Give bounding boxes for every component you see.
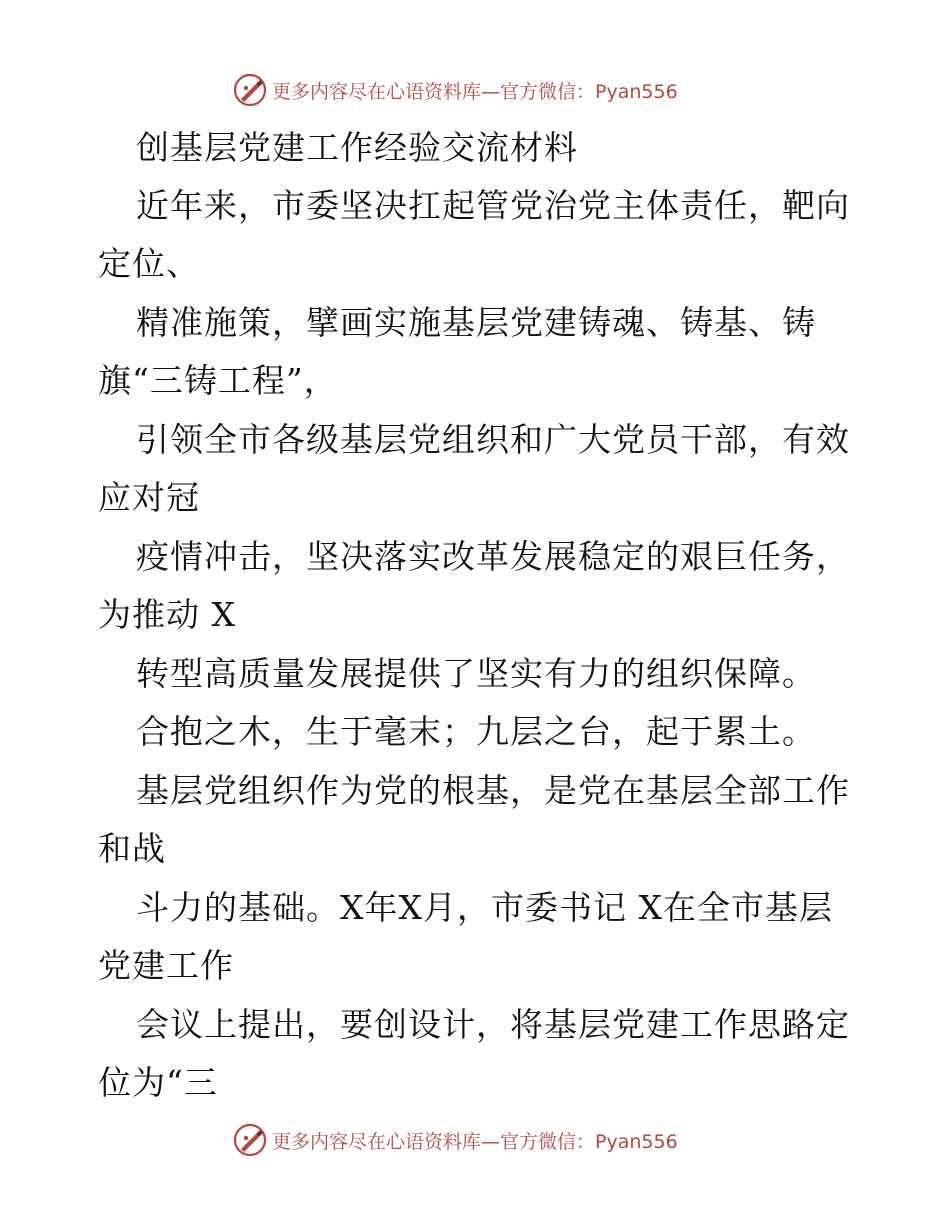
paragraph-line: 旗“三铸工程”， [98, 361, 338, 400]
paragraph-line: 为推动 X [98, 595, 236, 634]
pen-logo-icon [232, 72, 268, 108]
paragraph-line: 引领全市各级基层党组织和广大党员干部，有效 [136, 420, 850, 459]
paragraph-line: 定位、 [98, 244, 200, 283]
paragraph-line: 合抱之木，生于毫末；九层之台，起于累土。 [136, 712, 816, 751]
paragraph-line: 会议上提出，要创设计，将基层党建工作思路定 [136, 1005, 850, 1044]
footer-banner [232, 1120, 752, 1160]
pen-logo-icon [232, 1122, 268, 1158]
document-title: 创基层党建工作经验交流材料 [136, 128, 578, 167]
paragraph-line: 应对冠 [98, 478, 200, 517]
paragraph-line: 基层党组织作为党的根基，是党在基层全部工作 [136, 771, 850, 810]
header-banner-text: 更多内容尽在心语资料库—官方微信：Pyan556 [272, 80, 678, 103]
paragraph-line: 位为“三 [98, 1063, 218, 1102]
paragraph-line: 疫情冲击，坚决落实改革发展稳定的艰巨任务， [136, 537, 850, 576]
paragraph-line: 党建工作 [98, 946, 234, 985]
paragraph-line: 和战 [98, 829, 166, 868]
paragraph-line: 斗力的基础。X年X月，市委书记 X在全市基层 [136, 888, 833, 927]
paragraph-line: 转型高质量发展提供了坚实有力的组织保障。 [136, 654, 816, 693]
paragraph-line: 精准施策，擘画实施基层党建铸魂、铸基、铸 [136, 303, 816, 342]
paragraph-line: 近年来，市委坚决扛起管党治党主体责任，靶向 [136, 186, 850, 225]
header-banner [232, 70, 752, 110]
footer-banner-text: 更多内容尽在心语资料库—官方微信：Pyan556 [272, 1130, 678, 1153]
